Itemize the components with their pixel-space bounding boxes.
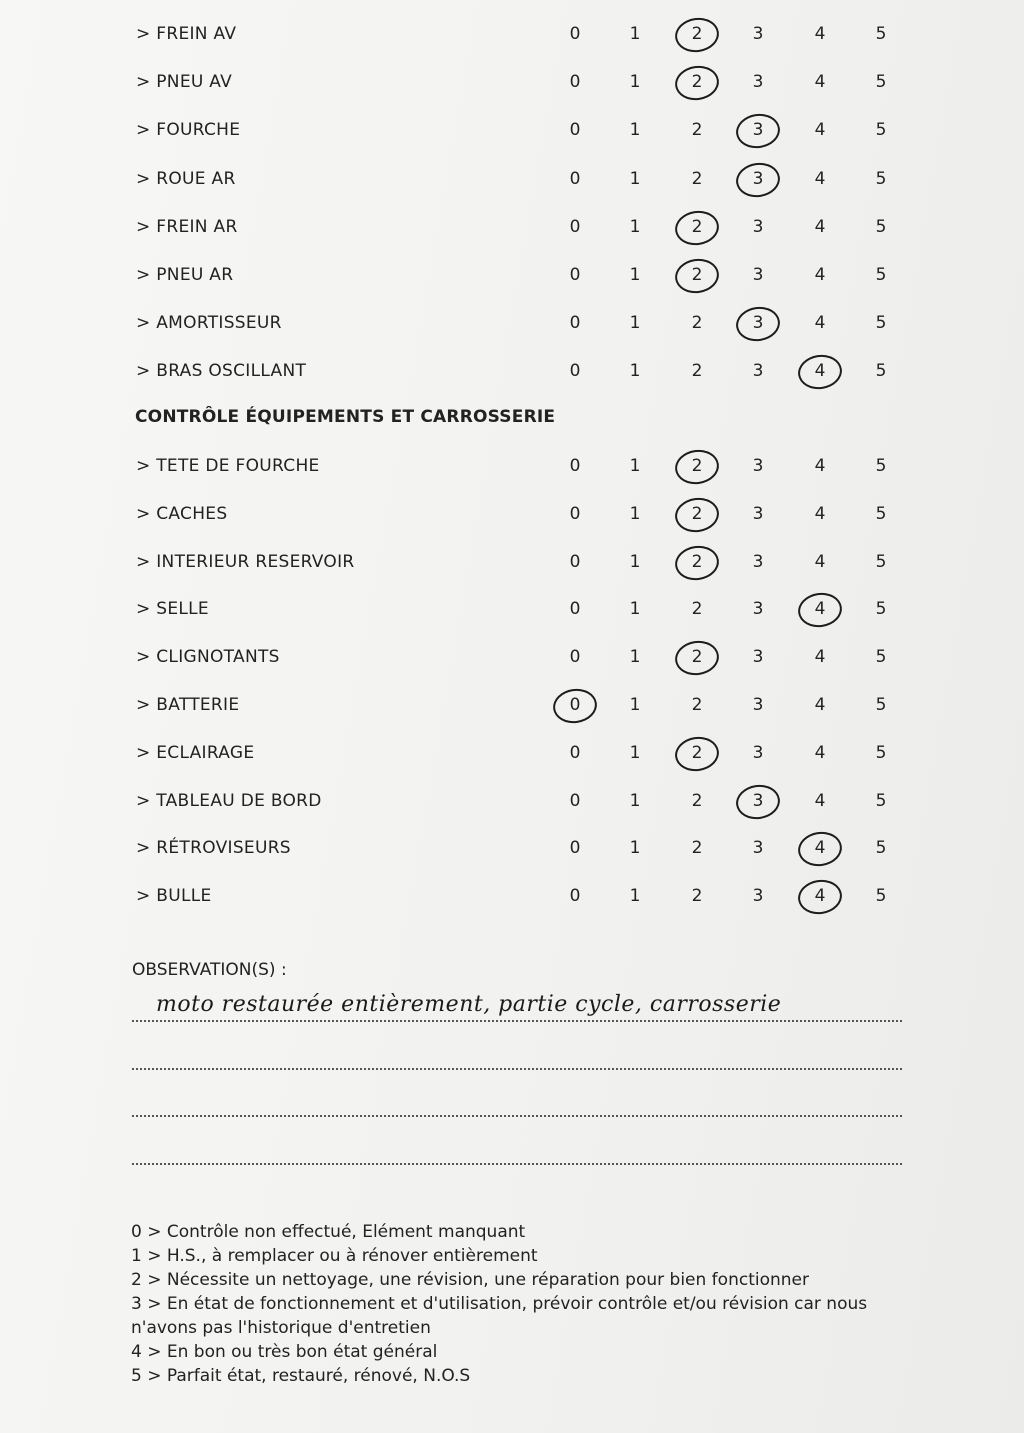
- rating-row-label: > PNEU AR: [136, 265, 234, 285]
- rating-value[interactable]: 0: [569, 599, 581, 620]
- rating-value[interactable]: 1: [629, 361, 641, 382]
- rating-row: [0, 880, 1024, 910]
- rating-value-circled[interactable]: 3: [746, 169, 770, 189]
- legend-item: 1 > H.S., à remplacer ou à rénover entièrement: [131, 1246, 538, 1266]
- rating-value[interactable]: 1: [629, 265, 641, 285]
- rating-value[interactable]: 5: [875, 456, 887, 476]
- rating-value[interactable]: 3: [752, 216, 764, 237]
- rating-value[interactable]: 0: [569, 838, 581, 859]
- rating-value[interactable]: 5: [875, 168, 887, 189]
- rating-value[interactable]: 4: [814, 503, 826, 524]
- rating-value[interactable]: 1: [629, 886, 641, 907]
- rating-value[interactable]: 4: [814, 24, 826, 44]
- rating-value-circled[interactable]: 2: [685, 24, 709, 44]
- rating-row-label: > PNEU AV: [136, 72, 233, 93]
- rating-value[interactable]: 4: [814, 72, 826, 93]
- rating-value[interactable]: 0: [569, 168, 581, 189]
- rating-row-label: > INTERIEUR RESERVOIR: [136, 551, 355, 572]
- rating-row: [0, 114, 1024, 144]
- rating-value[interactable]: 0: [569, 313, 581, 334]
- rating-value[interactable]: 5: [875, 742, 887, 763]
- rating-row-label: > BRAS OSCILLANT: [136, 361, 307, 382]
- rating-row-label: > CACHES: [136, 503, 228, 524]
- rating-value[interactable]: 2: [691, 168, 703, 189]
- rating-value[interactable]: 3: [752, 72, 764, 93]
- rating-value[interactable]: 1: [629, 838, 641, 859]
- rating-value[interactable]: 5: [875, 265, 887, 285]
- rating-value[interactable]: 4: [814, 120, 826, 141]
- rating-value[interactable]: 5: [875, 551, 887, 572]
- rating-value[interactable]: 3: [752, 551, 764, 572]
- rating-row: [0, 66, 1024, 96]
- rating-row-label: > TABLEAU DE BORD: [136, 790, 322, 811]
- rating-value[interactable]: 3: [752, 265, 764, 285]
- rating-row: [0, 689, 1024, 719]
- legend-item: 4 > En bon ou très bon état général: [131, 1342, 438, 1362]
- rating-value[interactable]: 5: [875, 72, 887, 93]
- rating-row: [0, 593, 1024, 623]
- rating-value[interactable]: 5: [875, 886, 887, 907]
- rating-value[interactable]: 2: [691, 599, 703, 620]
- rating-value[interactable]: 0: [569, 742, 581, 763]
- rating-value[interactable]: 0: [569, 456, 581, 476]
- rating-value[interactable]: 4: [814, 551, 826, 572]
- rating-value-circled[interactable]: 2: [685, 647, 709, 667]
- rating-value-circled[interactable]: 2: [685, 265, 709, 285]
- rating-row-label: > ROUE AR: [136, 168, 236, 189]
- rating-row-label: > FREIN AR: [136, 216, 238, 237]
- rating-value[interactable]: 5: [875, 361, 887, 382]
- rating-value[interactable]: 3: [752, 599, 764, 620]
- rating-row: [0, 641, 1024, 671]
- observation-line: [132, 1163, 902, 1165]
- rating-value[interactable]: 5: [875, 790, 887, 811]
- rating-value-circled[interactable]: 4: [808, 361, 832, 381]
- rating-value[interactable]: 0: [569, 216, 581, 237]
- rating-value-circled[interactable]: 2: [685, 72, 709, 92]
- legend-item: 0 > Contrôle non effectué, Elément manquant: [131, 1222, 526, 1242]
- rating-row: [0, 355, 1024, 385]
- rating-value[interactable]: 0: [569, 361, 581, 382]
- rating-row: [0, 307, 1024, 337]
- rating-value[interactable]: 2: [691, 313, 703, 334]
- rating-value[interactable]: 2: [691, 790, 703, 811]
- rating-value[interactable]: 0: [569, 790, 581, 811]
- rating-value-circled[interactable]: 3: [746, 313, 770, 333]
- rating-value-circled[interactable]: 0: [563, 695, 587, 715]
- rating-value[interactable]: 2: [691, 120, 703, 141]
- rating-row-label: > FREIN AV: [136, 24, 237, 44]
- rating-value[interactable]: 2: [691, 361, 703, 382]
- legend-item: 5 > Parfait état, restauré, rénové, N.O.S: [131, 1366, 471, 1386]
- rating-value[interactable]: 4: [814, 265, 826, 285]
- rating-value[interactable]: 3: [752, 838, 764, 859]
- rating-value[interactable]: 1: [629, 168, 641, 189]
- rating-value[interactable]: 0: [569, 72, 581, 93]
- rating-value[interactable]: 5: [875, 120, 887, 141]
- rating-row: [0, 450, 1024, 480]
- rating-value[interactable]: 1: [629, 551, 641, 572]
- rating-row: [0, 832, 1024, 862]
- rating-value-circled[interactable]: 2: [685, 456, 709, 476]
- rating-value[interactable]: 5: [875, 216, 887, 237]
- rating-row-label: > TETE DE FOURCHE: [136, 456, 320, 476]
- rating-value[interactable]: 1: [629, 647, 641, 668]
- rating-row-label: > FOURCHE: [136, 120, 241, 141]
- rating-value-circled[interactable]: 3: [746, 120, 770, 140]
- rating-value[interactable]: 1: [629, 120, 641, 141]
- rating-value[interactable]: 0: [569, 551, 581, 572]
- rating-value[interactable]: 5: [875, 695, 887, 715]
- rating-row: [0, 163, 1024, 193]
- rating-value-circled[interactable]: 2: [685, 552, 709, 572]
- rating-row: [0, 785, 1024, 815]
- rating-value-circled[interactable]: 4: [808, 886, 832, 906]
- rating-value[interactable]: 1: [629, 790, 641, 811]
- rating-value[interactable]: 1: [629, 503, 641, 524]
- rating-row-label: > ECLAIRAGE: [136, 742, 255, 763]
- rating-value[interactable]: 3: [752, 695, 764, 715]
- rating-row-label: > BATTERIE: [136, 695, 240, 715]
- rating-value[interactable]: 1: [629, 599, 641, 620]
- observation-line: [132, 1068, 902, 1070]
- rating-value[interactable]: 1: [629, 216, 641, 237]
- rating-value[interactable]: 5: [875, 599, 887, 620]
- rating-row: [0, 211, 1024, 241]
- rating-row-label: > RÉTROVISEURS: [136, 838, 291, 859]
- rating-value[interactable]: 3: [752, 742, 764, 763]
- rating-value[interactable]: 2: [691, 695, 703, 715]
- rating-value[interactable]: 4: [814, 216, 826, 237]
- rating-value[interactable]: 5: [875, 647, 887, 668]
- rating-value[interactable]: 4: [814, 647, 826, 668]
- rating-value[interactable]: 0: [569, 886, 581, 907]
- rating-value[interactable]: 1: [629, 24, 641, 44]
- rating-value[interactable]: 3: [752, 503, 764, 524]
- rating-value[interactable]: 4: [814, 695, 826, 715]
- rating-value-circled[interactable]: 2: [685, 217, 709, 237]
- rating-value[interactable]: 1: [629, 456, 641, 476]
- rating-value[interactable]: 5: [875, 313, 887, 334]
- rating-value[interactable]: 3: [752, 886, 764, 907]
- rating-value[interactable]: 3: [752, 361, 764, 382]
- rating-value[interactable]: 5: [875, 838, 887, 859]
- rating-value[interactable]: 3: [752, 647, 764, 668]
- rating-value[interactable]: 0: [569, 647, 581, 668]
- rating-value-circled[interactable]: 3: [746, 791, 770, 811]
- rating-value[interactable]: 1: [629, 313, 641, 334]
- rating-value[interactable]: 1: [629, 742, 641, 763]
- rating-value-circled[interactable]: 2: [685, 743, 709, 763]
- rating-value[interactable]: 5: [875, 503, 887, 524]
- rating-value-circled[interactable]: 4: [808, 838, 832, 858]
- rating-value[interactable]: 2: [691, 838, 703, 859]
- rating-legend: [131, 1220, 911, 1388]
- rating-row: [0, 546, 1024, 576]
- rating-value[interactable]: 4: [814, 168, 826, 189]
- rating-value[interactable]: 3: [752, 456, 764, 476]
- observation-line: [132, 1115, 902, 1117]
- rating-row-label: > SELLE: [136, 599, 209, 620]
- rating-value-circled[interactable]: 2: [685, 504, 709, 524]
- rating-value[interactable]: 1: [629, 695, 641, 715]
- rating-row: [0, 18, 1024, 48]
- legend-item: 2 > Nécessite un nettoyage, une révision, une réparation pour bien fonctionner: [131, 1270, 809, 1290]
- rating-value-circled[interactable]: 4: [808, 599, 832, 619]
- rating-value[interactable]: 1: [629, 72, 641, 93]
- rating-row: [0, 737, 1024, 767]
- observations-handwritten-text: moto restaurée entièrement, partie cycle, carrosserie: [156, 992, 782, 1017]
- legend-item: 3 > En état de fonctionnement et d'utilisation, prévoir contrôle et/ou révision car nous n'avons pas l'historique d'entretien: [131, 1294, 868, 1338]
- rating-row: [0, 259, 1024, 289]
- observation-line: [132, 1020, 902, 1022]
- rating-value[interactable]: 3: [752, 24, 764, 44]
- rating-value[interactable]: 4: [814, 790, 826, 811]
- observations-title: OBSERVATION(S) :: [132, 960, 287, 980]
- rating-value[interactable]: 5: [875, 24, 887, 44]
- rating-value[interactable]: 0: [569, 503, 581, 524]
- rating-value[interactable]: 0: [569, 265, 581, 285]
- rating-value[interactable]: 2: [691, 886, 703, 907]
- rating-value[interactable]: 4: [814, 456, 826, 476]
- rating-row-label: > CLIGNOTANTS: [136, 647, 280, 668]
- section-title: CONTRÔLE ÉQUIPEMENTS ET CARROSSERIE: [135, 407, 556, 427]
- rating-row-label: > BULLE: [136, 886, 212, 907]
- rating-value[interactable]: 0: [569, 24, 581, 44]
- rating-value[interactable]: 0: [569, 120, 581, 141]
- rating-row: [0, 498, 1024, 528]
- rating-value[interactable]: 4: [814, 742, 826, 763]
- rating-value[interactable]: 4: [814, 313, 826, 334]
- rating-row-label: > AMORTISSEUR: [136, 313, 282, 334]
